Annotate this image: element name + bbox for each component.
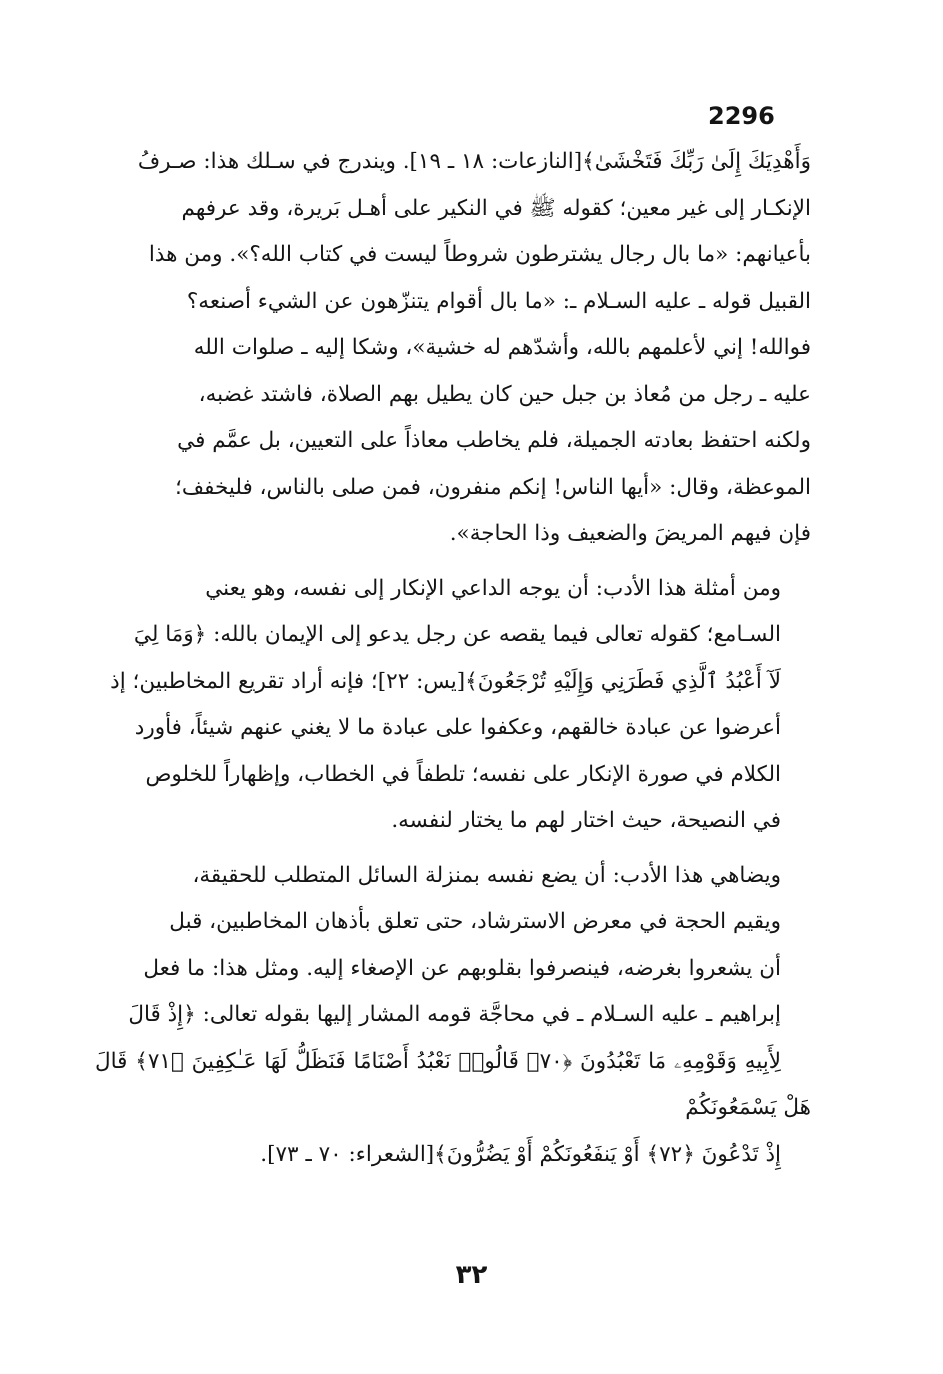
text-line: الإنكـار إلى غير معين؛ كقوله ﷺ في النكير على أهـل بَريرة، وقد عرفهم bbox=[181, 195, 811, 221]
text-line: الكلام في صورة الإنكار على نفسه؛ تلطفاً في الخطاب، وإظهاراً للخلوص bbox=[145, 761, 781, 787]
text-line: ولكنه احتفظ بعادته الجميلة، فلم يخاطب معاذاً على التعيين، بل عمَّم في bbox=[177, 428, 811, 453]
text-line: القبيل قوله ـ عليه السـلام ـ: «ما بال أقوام يتنزّهون عن الشيء أصنعه؟ bbox=[186, 288, 811, 314]
text-line: في النصيحة، حيث اختار لهم ما يختار لنفسه. bbox=[391, 808, 781, 833]
paragraph bbox=[95, 566, 811, 845]
text-line: الموعظة، وقال: «أيها الناس! إنكم منفرون، فمن صلى بالناس، فليخفف؛ bbox=[175, 474, 811, 500]
text-line: فإن فيهم المريضَ والضعيف وذا الحاجة». bbox=[449, 521, 811, 546]
page-number: ٣٢ bbox=[455, 1260, 488, 1290]
text-line: لِأَبِيهِ وَقَوْمِهِۦ مَا تَعْبُدُونَ ﴿٧٠﴾ قَالُوا۟ نَعْبُدُ أَصْنَامًا فَنَظَلُّ لَهَا عَـٰكِفِينَ ﴿٧١﴾ قَالَ هَلْ يَسْمَعُونَكُمْ bbox=[95, 1048, 811, 1120]
text-line: ومن أمثلة هذا الأدب: أن يوجه الداعي الإنكار إلى نفسه، وهو يعني bbox=[205, 575, 781, 601]
text-line: لَآ أَعْبُدُ ٱلَّذِي فَطَرَنِي وَإِلَيْهِ تُرْجَعُونَ﴾[يس: ٢٢]؛ فإنه أراد تقريع المخاطبين؛ إذ bbox=[110, 668, 781, 694]
text-line: بأعيانهم: «ما بال رجال يشترطون شروطاً ليست في كتاب الله؟». ومن هذا bbox=[148, 242, 811, 267]
text-line: ويضاهي هذا الأدب: أن يضع نفسه بمنزلة السائل المتطلب للحقيقة، bbox=[192, 862, 781, 888]
paragraph bbox=[95, 853, 811, 1179]
text-line: إبراهيم ـ عليه السـلام ـ في محاجَّة قومه المشار إليها بقوله تعالى: ﴿إِذْ قَالَ bbox=[128, 1002, 781, 1027]
text-line: أعرضوا عن عبادة خالقهم، وعكفوا على عبادة ما لا يغني عنهم شيئاً، فأورد bbox=[134, 715, 781, 740]
text-line: السـامع؛ كقوله تعالى فيما يقصه عن رجل يدعو إلى الإيمان بالله: ﴿وَمَا لِيَ bbox=[133, 622, 781, 647]
text-line: عليه ـ رجل من مُعاذ بن جبل حين كان يطيل بهم الصلاة، فاشتد غضبه، bbox=[198, 381, 811, 407]
text-line: فوالله! إني لأعلمهم بالله، وأشدّهم له خشية»، وشكا إليه ـ صلوات الله bbox=[193, 335, 811, 360]
text-line: إِذْ تَدْعُونَ ﴿٧٢﴾ أَوْ يَنفَعُونَكُمْ أَوْ يَضُرُّونَ﴾[الشعراء: ٧٠ ـ ٧٣]. bbox=[260, 1141, 781, 1167]
text-line: ويقيم الحجة في معرض الاسترشاد، حتى تعلق بأذهان المخاطبين، قبل bbox=[169, 909, 781, 934]
text-line: أن يشعروا بغرضه، فينصرفوا بقلوبهم عن الإصغاء إليه. ومثل هذا: ما فعل bbox=[143, 955, 781, 981]
text-line: وَأَهْدِيَكَ إِلَىٰ رَبِّكَ فَتَخْشَىٰ﴾[النازعات: ١٨ ـ ١٩]. ويندرج في سـلك هذا: صـرفُ bbox=[137, 149, 811, 174]
body-text bbox=[95, 139, 811, 1186]
paragraph bbox=[95, 139, 811, 558]
page-id: 2296 bbox=[708, 102, 775, 130]
